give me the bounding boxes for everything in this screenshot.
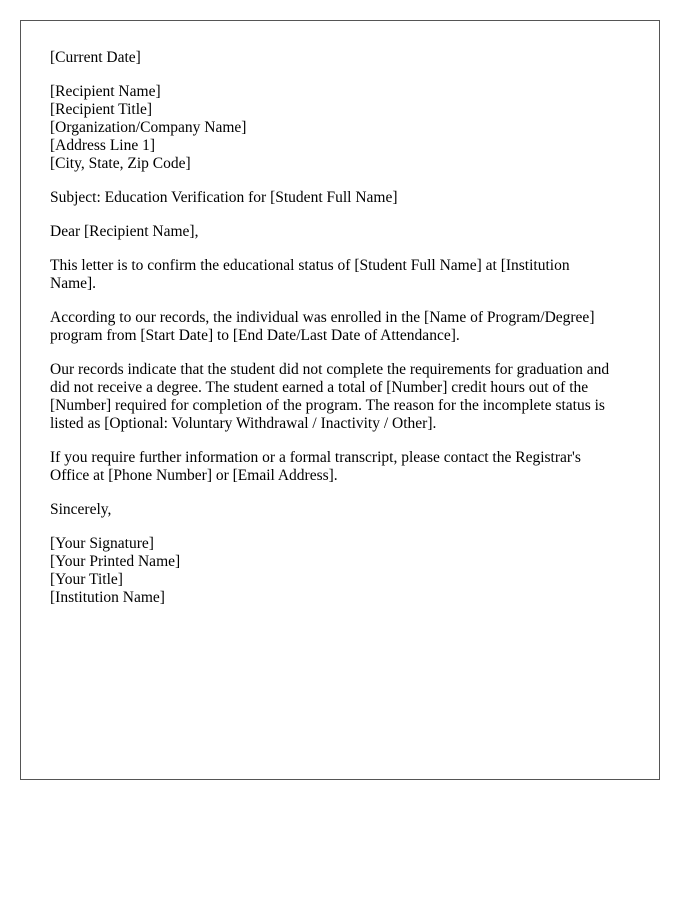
paragraph-contact (50, 449, 635, 485)
paragraph-line: program from [Start Date] to [End Date/Last Date of Attendance]. (50, 327, 460, 344)
paragraph-enrollment (50, 309, 635, 345)
salutation-block (50, 223, 635, 241)
paragraph-line: Our records indicate that the student did not complete the requirements for graduation and (50, 361, 610, 378)
signer-title: [Your Title] (50, 571, 123, 588)
paragraph-line: Office at [Phone Number] or [Email Address]. (50, 467, 338, 484)
letter-date: [Current Date] (50, 49, 141, 66)
letter-body (50, 49, 635, 623)
paragraph-line: [Number] required for completion of the program. The reason for the incomplete status is (50, 397, 605, 414)
signature-block (50, 535, 635, 607)
date-block (50, 49, 635, 67)
letter-closing: Sincerely, (50, 501, 112, 518)
letter-page (20, 20, 660, 780)
paragraph-line: did not receive a degree. The student earned a total of [Number] credit hours out of the (50, 379, 589, 396)
letter-subject: Subject: Education Verification for [Student Full Name] (50, 189, 398, 206)
recipient-title: [Recipient Title] (50, 101, 153, 118)
paragraph-completion-status (50, 361, 635, 433)
recipient-address-block (50, 83, 635, 173)
signer-institution: [Institution Name] (50, 589, 165, 606)
signer-printed-name: [Your Printed Name] (50, 553, 181, 570)
paragraph-line: Name]. (50, 275, 97, 292)
letter-salutation: Dear [Recipient Name], (50, 223, 199, 240)
paragraph-line: According to our records, the individual was enrolled in the [Name of Program/Degree] (50, 309, 595, 326)
recipient-organization: [Organization/Company Name] (50, 119, 247, 136)
signature-placeholder: [Your Signature] (50, 535, 154, 552)
recipient-city-state-zip: [City, State, Zip Code] (50, 155, 191, 172)
paragraph-line: If you require further information or a formal transcript, please contact the Registrar's (50, 449, 581, 466)
paragraph-line: listed as [Optional: Voluntary Withdrawal / Inactivity / Other]. (50, 415, 437, 432)
closing-block (50, 501, 635, 519)
recipient-address-line1: [Address Line 1] (50, 137, 156, 154)
paragraph-confirmation (50, 257, 635, 293)
recipient-name: [Recipient Name] (50, 83, 161, 100)
subject-block (50, 189, 635, 207)
paragraph-line: This letter is to confirm the educational status of [Student Full Name] at [Institution (50, 257, 570, 274)
